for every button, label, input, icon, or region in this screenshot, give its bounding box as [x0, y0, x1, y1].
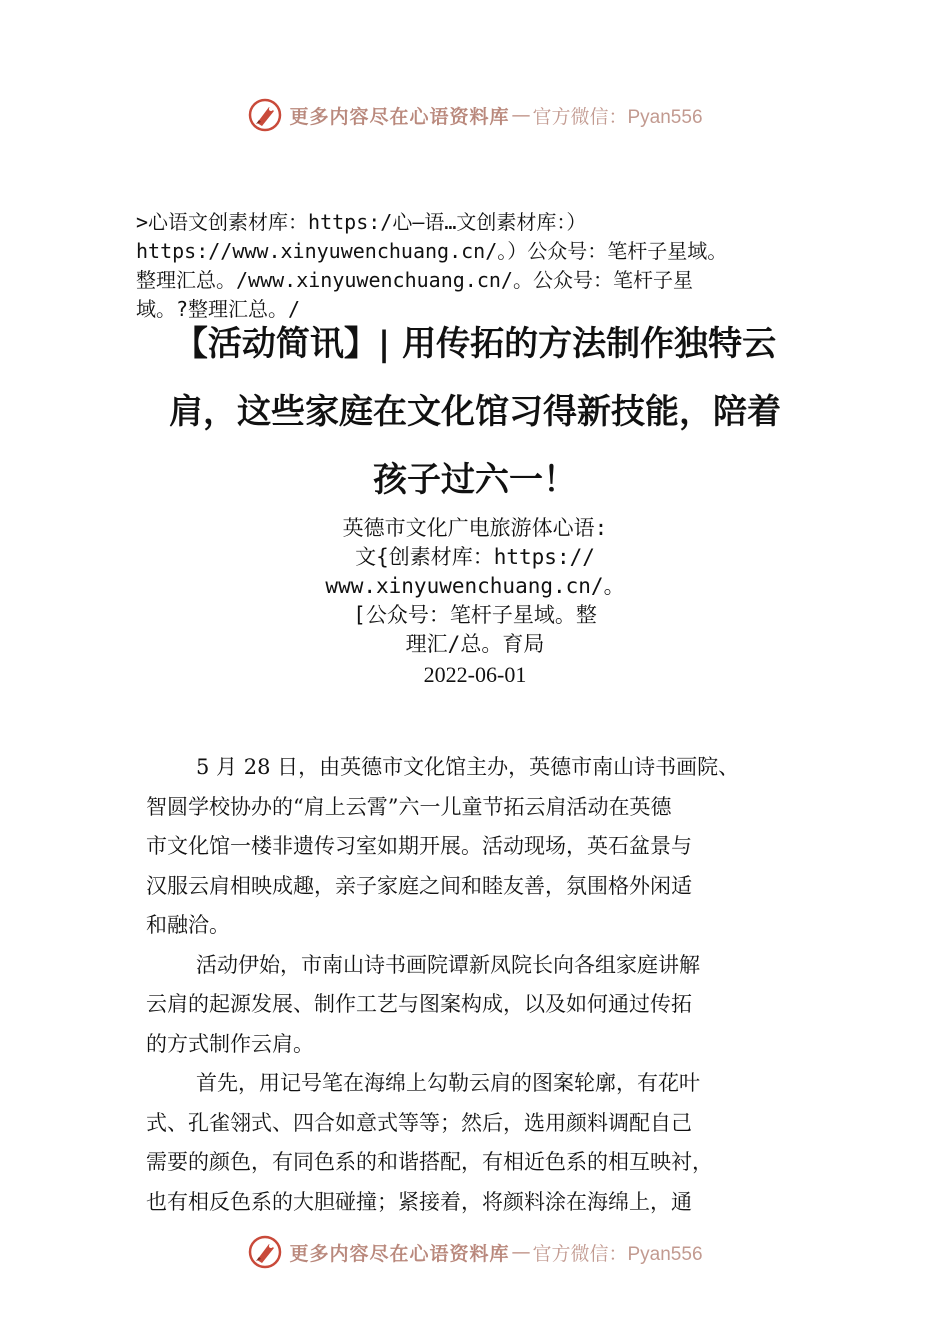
- source-line: https://www.xinyuwenchuang.cn/。）公众号：笔杆子星域。: [136, 239, 728, 263]
- body-line: 云肩的起源发展、制作工艺与图案构成，以及如何通过传拓: [146, 992, 692, 1016]
- source-line: 整理汇总。/www.xinyuwenchuang.cn/。公众号：笔杆子星: [136, 268, 693, 292]
- body-line: 和融洽。: [146, 913, 230, 937]
- body-line: 5 月 28 日，由英德市文化馆主办，英德市南山诗书画院、: [196, 755, 740, 779]
- banner-wechat: 官方微信：Pyan556: [532, 1243, 703, 1265]
- title-line: 肩，这些家庭在文化馆习得新技能，陪着: [169, 392, 781, 432]
- source-watermark-text: [136, 208, 826, 324]
- header-banner: [0, 95, 950, 135]
- author-line: 英德市文化广电旅游体心语:: [342, 516, 608, 540]
- source-line: 域。?整理汇总。/: [136, 297, 301, 321]
- footer-banner: [0, 1232, 950, 1272]
- banner-text: 更多内容尽在心语资料库: [289, 105, 510, 128]
- title-line: 【活动简讯】| 用传拓的方法制作独特云: [173, 324, 777, 364]
- body-line: 也有相反色系的大胆碰撞；紧接着，将颜料涂在海绵上，通: [146, 1189, 692, 1214]
- body-line: 智圆学校协办的“肩上云霄”六一儿童节拓云肩活动在英德: [146, 794, 672, 819]
- author-line: [公众号：笔杆子星域。整: [353, 603, 597, 627]
- author-line: 理汇/总。育局: [405, 632, 545, 656]
- article-date: 2022-06-01: [423, 662, 527, 687]
- banner-separator: —: [511, 104, 531, 126]
- author-line: 文{创素材库：https://: [355, 545, 595, 569]
- article-author: [0, 514, 950, 659]
- body-line: 首先，用记号笔在海绵上勾勒云肩的图案轮廓，有花叶: [196, 1071, 700, 1095]
- body-line: 需要的颜色，有同色系的和谐搭配，有相近色系的相互映衬，: [146, 1150, 713, 1174]
- source-line: >心语文创素材库：https:/心—语…文创素材库：）: [136, 210, 587, 234]
- article-body: [146, 748, 836, 1222]
- banner-text: 更多内容尽在心语资料库: [289, 1242, 510, 1265]
- banner-separator: —: [511, 1241, 531, 1263]
- title-line: 孩子过六一！: [373, 460, 577, 500]
- body-line: 市文化馆一楼非遗传习室如期开展。活动现场，英石盆景与: [146, 834, 692, 858]
- pen-nib-logo-icon: [247, 1234, 283, 1270]
- body-line: 的方式制作云肩。: [146, 1031, 314, 1056]
- body-line: 汉服云肩相映成趣，亲子家庭之间和睦友善，氛围格外闲适: [146, 873, 692, 898]
- author-line: www.xinyuwenchuang.cn/。: [325, 574, 625, 598]
- banner-wechat: 官方微信：Pyan556: [532, 106, 703, 128]
- pen-nib-logo-icon: [247, 97, 283, 133]
- article-title: [140, 310, 810, 514]
- body-line: 活动伊始，市南山诗书画院谭新凤院长向各组家庭讲解: [196, 952, 700, 977]
- body-line: 式、孔雀翎式、四合如意式等等；然后，选用颜料调配自己: [146, 1110, 692, 1135]
